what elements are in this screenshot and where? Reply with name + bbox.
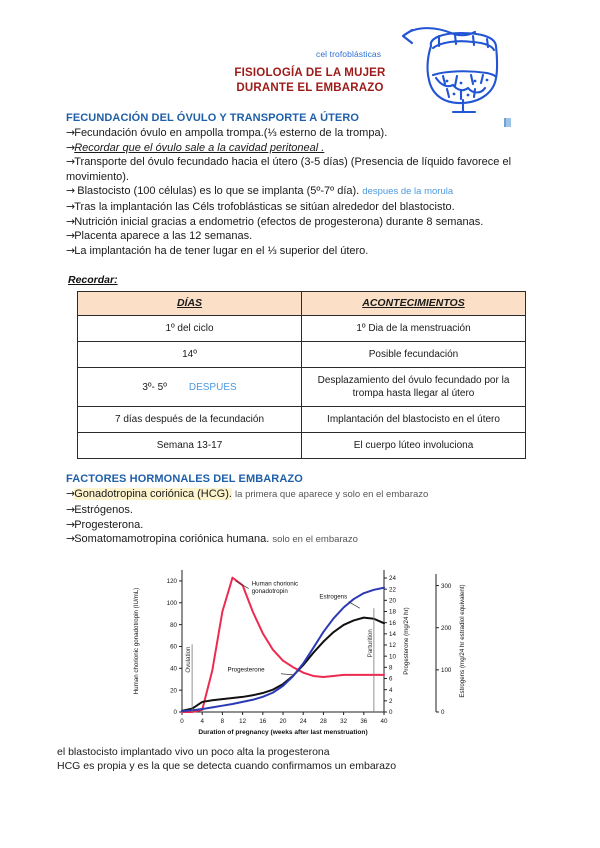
arrow-icon: → xyxy=(66,517,75,531)
svg-text:Estrogens: Estrogens xyxy=(319,593,348,601)
arrow-icon: → xyxy=(66,214,75,228)
svg-text:24: 24 xyxy=(389,574,396,582)
section-heading-factores: FACTORES HORMONALES DEL EMBARAZO xyxy=(66,473,303,486)
svg-text:60: 60 xyxy=(170,643,177,651)
cell-dias xyxy=(78,368,302,407)
list-item-text: Transporte del óvulo fecundado hacia el útero (3-5 días) (Presencia de líquido favorece el movimiento). xyxy=(66,156,512,183)
arrow-icon: → xyxy=(66,229,75,243)
blastocyst-sketch-icon xyxy=(395,26,525,116)
svg-text:6: 6 xyxy=(389,675,393,683)
arrow-icon: → xyxy=(66,184,75,198)
svg-text:36: 36 xyxy=(360,717,368,725)
svg-text:gonadotropin: gonadotropin xyxy=(251,587,288,595)
table-row xyxy=(78,368,526,407)
svg-text:0: 0 xyxy=(441,708,445,716)
list-item xyxy=(66,215,544,230)
column-header-dias: DÍAS xyxy=(78,292,302,316)
dias-acontecimientos-table xyxy=(77,291,526,459)
list-item xyxy=(66,126,544,141)
document-header xyxy=(0,0,600,110)
section-heading-fecundacion: FECUNDACIÓN DEL ÓVULO Y TRANSPORTE A ÚTERO xyxy=(66,112,360,124)
cell-dias: Semana 13-17 xyxy=(78,433,302,459)
svg-text:0: 0 xyxy=(389,708,393,716)
list-item-text: Progesterona. xyxy=(74,518,144,531)
page-title-line2: DURANTE EL EMBARAZO xyxy=(236,82,384,94)
svg-text:12: 12 xyxy=(389,641,396,649)
cell-dias: 14º xyxy=(78,342,302,368)
svg-text:4: 4 xyxy=(389,686,393,694)
svg-text:100: 100 xyxy=(441,666,452,674)
cell-dias: 7 días después de la fecundación xyxy=(78,407,302,433)
list-item xyxy=(66,155,544,184)
svg-text:40: 40 xyxy=(170,665,177,673)
document-body xyxy=(66,112,544,762)
svg-text:Ovulation: Ovulation xyxy=(185,646,193,673)
section-hormonal-factors xyxy=(66,473,544,547)
column-header-acontecimientos: ACONTECIMIENTOS xyxy=(302,292,526,316)
page-title xyxy=(215,66,405,96)
arrow-icon: → xyxy=(66,140,75,154)
svg-text:0: 0 xyxy=(180,717,184,725)
list-item-text: Somatomamotropina coriónica humana. xyxy=(74,533,270,546)
svg-text:18: 18 xyxy=(389,608,396,616)
list-item-text: Blastocisto (100 células) es lo que se implanta (5º-7º día). xyxy=(77,185,360,198)
list-item-text: Recordar que el óvulo sale a la cavidad peritoneal . xyxy=(74,141,325,154)
list-item-text: La implantación ha de tener lugar en el ⅓ superior del útero. xyxy=(74,244,369,257)
svg-text:Estrogens (mg/24 hr estradiol: Estrogens (mg/24 hr estradiol equivalent) xyxy=(459,584,466,698)
svg-text:120: 120 xyxy=(166,577,177,585)
arrow-icon: → xyxy=(66,487,75,501)
cell-acontecimientos: Implantación del blastocisto en el útero xyxy=(302,407,526,433)
pregnancy-hormones-chart xyxy=(124,562,544,762)
list-item-text: Fecundación óvulo en ampolla trompa.(⅓ esterno de la trompa). xyxy=(74,127,388,139)
footer-notes xyxy=(57,745,396,773)
sketch-annotation-label: cel trofoblásticas xyxy=(316,49,382,59)
arrow-icon: → xyxy=(66,126,75,139)
svg-text:20: 20 xyxy=(389,597,396,605)
svg-text:16: 16 xyxy=(389,619,396,627)
arrow-icon: → xyxy=(66,243,75,257)
footer-note-line: HCG es propia y es la que se detecta cuando confirmamos un embarazo xyxy=(57,760,397,772)
list-item-text: Gonadotropina coriónica (HCG). xyxy=(74,488,232,501)
cell-acontecimientos: 1º Dia de la menstruación xyxy=(302,316,526,342)
list-item xyxy=(66,518,544,533)
arrow-icon: → xyxy=(66,199,75,213)
svg-text:4: 4 xyxy=(200,717,204,725)
list-item xyxy=(66,244,544,259)
table-row xyxy=(78,407,526,433)
svg-text:Parturition: Parturition xyxy=(366,628,374,658)
table-row xyxy=(78,316,526,342)
svg-text:8: 8 xyxy=(389,664,393,672)
list-item xyxy=(66,532,544,548)
cell-dias: 1º del ciclo xyxy=(78,316,302,342)
footer-note-line: el blastocisto implantado vivo un poco alta la progesterona xyxy=(57,746,330,758)
svg-text:100: 100 xyxy=(166,599,177,607)
list-item xyxy=(66,184,544,200)
svg-text:14: 14 xyxy=(389,630,396,638)
cell-acontecimientos: Desplazamiento del óvulo fecundado por la trompa hasta llegar al útero xyxy=(302,368,526,407)
table-row xyxy=(78,433,526,459)
svg-text:32: 32 xyxy=(340,717,348,725)
list-item xyxy=(66,487,544,503)
list-item-text: Tras la implantación las Céls trofoblásticas se sitúan alrededor del blastocisto. xyxy=(74,200,455,213)
list-item xyxy=(66,229,544,244)
page-title-line1: FISIOLOGÍA DE LA MUJER xyxy=(234,67,386,79)
svg-text:Human chorionic gonadotropin (: Human chorionic gonadotropin (IU/mL) xyxy=(133,587,140,695)
svg-text:Progesterone (mg/24 hr): Progesterone (mg/24 hr) xyxy=(403,607,410,675)
list-item-text: Estrógenos. xyxy=(74,503,133,516)
svg-text:28: 28 xyxy=(319,717,327,725)
svg-text:200: 200 xyxy=(441,624,452,632)
handwritten-note: despues de la morula xyxy=(362,186,454,198)
svg-text:Progesterone: Progesterone xyxy=(227,666,265,674)
svg-text:20: 20 xyxy=(170,687,177,695)
svg-text:80: 80 xyxy=(170,621,177,629)
svg-text:12: 12 xyxy=(239,717,247,725)
handwritten-note: DESPUES xyxy=(188,381,237,393)
svg-text:300: 300 xyxy=(441,582,452,590)
svg-text:Human chorionic: Human chorionic xyxy=(251,580,299,588)
cell-acontecimientos: El cuerpo lúteo involuciona xyxy=(302,433,526,459)
list-item-text: Placenta aparece a las 12 semanas. xyxy=(74,230,253,243)
svg-text:24: 24 xyxy=(299,717,307,725)
handwritten-note: solo en el embarazo xyxy=(272,534,358,546)
hormone-levels-line-chart xyxy=(124,562,544,762)
table-row xyxy=(78,342,526,368)
svg-text:16: 16 xyxy=(259,717,267,725)
svg-text:22: 22 xyxy=(389,586,396,594)
svg-text:10: 10 xyxy=(389,653,396,661)
cell-dias-value: 3º- 5º xyxy=(142,381,167,393)
list-item xyxy=(66,141,544,156)
list-item xyxy=(66,503,544,518)
svg-text:40: 40 xyxy=(380,717,388,725)
svg-text:Duration of pregnancy (weeks a: Duration of pregnancy (weeks after last menstruation) xyxy=(198,728,368,736)
cell-acontecimientos: Posible fecundación xyxy=(302,342,526,368)
svg-text:20: 20 xyxy=(279,717,287,725)
table-header-row xyxy=(78,292,526,316)
table-caption: Recordar: xyxy=(68,274,118,287)
svg-text:0: 0 xyxy=(173,708,177,716)
arrow-icon: → xyxy=(66,532,75,546)
list-item xyxy=(66,200,544,215)
svg-text:2: 2 xyxy=(389,697,393,705)
svg-text:8: 8 xyxy=(220,717,225,725)
handwritten-note: la primera que aparece y solo en el embarazo xyxy=(235,489,429,501)
list-item-text: Nutrición inicial gracias a endometrio (efectos de progesterona) durante 8 semanas. xyxy=(74,215,484,228)
arrow-icon: → xyxy=(66,502,75,516)
arrow-icon: → xyxy=(66,155,75,169)
